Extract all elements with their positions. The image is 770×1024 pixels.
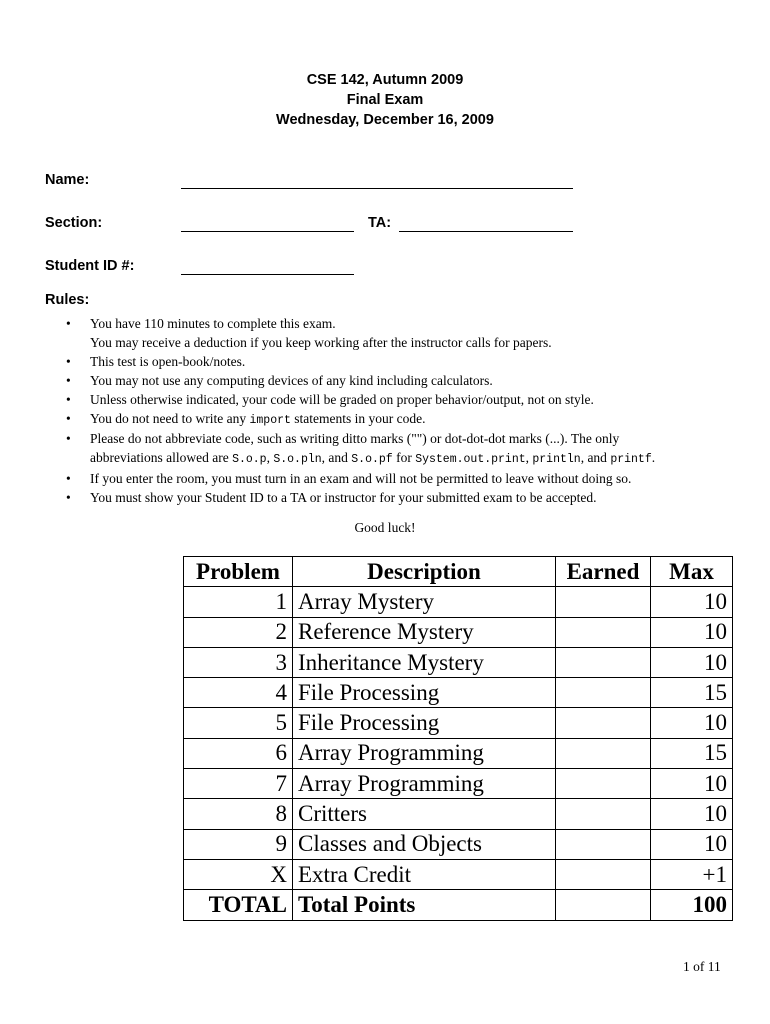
bullet-icon: • (66, 353, 71, 369)
code-sop: S.o.p (232, 453, 267, 467)
student-id-blank[interactable] (181, 274, 354, 275)
table-row (184, 769, 733, 799)
code-sopf: S.o.pf (351, 453, 393, 467)
rule-item (62, 315, 742, 353)
problem-cell: 6 (184, 738, 293, 768)
bullet-icon: • (66, 410, 71, 426)
rule-text: You have 110 minutes to complete this exam. (90, 316, 336, 331)
rule-text: This test is open-book/notes. (90, 353, 246, 369)
problem-cell: 9 (184, 829, 293, 859)
problem-cell: X (184, 859, 293, 889)
description-cell: File Processing (293, 678, 556, 708)
rule-item (62, 430, 742, 470)
table-row (184, 587, 733, 617)
table-row (184, 617, 733, 647)
total-max-cell: 100 (651, 890, 733, 920)
total-earned-cell[interactable] (556, 890, 651, 920)
col-header-problem: Problem (184, 557, 293, 587)
rule-item (62, 470, 742, 489)
table-row (184, 738, 733, 768)
description-cell: File Processing (293, 708, 556, 738)
earned-cell[interactable] (556, 738, 651, 768)
max-cell: 10 (651, 617, 733, 647)
ta-label: TA: (368, 215, 392, 231)
problem-cell: 2 (184, 617, 293, 647)
max-cell: 15 (651, 678, 733, 708)
earned-cell[interactable] (556, 678, 651, 708)
problem-cell: 1 (184, 587, 293, 617)
text-part: , and (580, 450, 611, 466)
table-row (184, 829, 733, 859)
total-description-cell: Total Points (293, 890, 556, 920)
problem-cell: 5 (184, 708, 293, 738)
code-system-out-print: System.out.print (415, 453, 526, 467)
max-cell: 15 (651, 738, 733, 768)
table-row (184, 708, 733, 738)
table-row (184, 647, 733, 677)
section-label: Section: (45, 215, 103, 231)
rule-item (62, 489, 742, 508)
total-label-cell: TOTAL (184, 890, 293, 920)
page-number: 1 of 11 (683, 959, 721, 974)
earned-cell[interactable] (556, 647, 651, 677)
description-cell: Reference Mystery (293, 617, 556, 647)
table-row (184, 678, 733, 708)
description-cell: Classes and Objects (293, 829, 556, 859)
table-row (184, 859, 733, 889)
rules-title: Rules: (45, 292, 90, 308)
code-import: import (249, 413, 291, 427)
rule-item (62, 391, 742, 410)
earned-cell[interactable] (556, 829, 651, 859)
text-part: , and (321, 450, 352, 466)
bullet-icon: • (66, 372, 71, 388)
earned-cell[interactable] (556, 708, 651, 738)
bullet-icon: • (66, 431, 71, 447)
col-header-max: Max (651, 557, 733, 587)
text-part: for (392, 450, 416, 466)
max-cell: 10 (651, 829, 733, 859)
student-id-label: Student ID #: (45, 258, 135, 274)
description-cell: Extra Credit (293, 859, 556, 889)
rule-item (62, 410, 742, 431)
rule-text: You may not use any computing devices of any kind including calculators. (90, 372, 493, 388)
bullet-icon: • (66, 316, 71, 331)
ta-blank[interactable] (399, 231, 573, 232)
bullet-icon: • (66, 471, 71, 487)
rule-item (62, 372, 742, 391)
section-blank[interactable] (181, 231, 354, 232)
problem-cell: 8 (184, 799, 293, 829)
col-header-earned: Earned (556, 557, 651, 587)
code-println: println (532, 453, 581, 467)
rule-continuation (90, 449, 742, 470)
text-part: . (651, 450, 656, 466)
rule-text: You do not need to write any (90, 410, 250, 426)
description-cell: Array Mystery (293, 587, 556, 617)
max-cell: +1 (651, 859, 733, 889)
description-cell: Array Programming (293, 738, 556, 768)
problem-cell: 7 (184, 769, 293, 799)
exam-header (0, 70, 770, 130)
exam-title: Final Exam (346, 92, 424, 108)
text-part: , (525, 450, 533, 466)
name-label: Name: (45, 172, 90, 188)
col-header-description: Description (293, 557, 556, 587)
bullet-icon: • (66, 490, 71, 506)
max-cell: 10 (651, 587, 733, 617)
rule-text: You must show your Student ID to a TA or instructor for your submitted exam to be accepted. (90, 490, 597, 506)
earned-cell[interactable] (556, 587, 651, 617)
description-cell: Critters (293, 799, 556, 829)
earned-cell[interactable] (556, 769, 651, 799)
rule-item (62, 353, 742, 372)
rule-text: Please do not abbreviate code, such as writing ditto marks ("") or dot-dot-dot marks (...). The only (90, 431, 620, 447)
score-table (183, 556, 733, 921)
max-cell: 10 (651, 708, 733, 738)
bullet-icon: • (66, 391, 71, 407)
good-luck-label: Good luck! (354, 520, 416, 535)
good-luck-text (0, 520, 770, 536)
earned-cell[interactable] (556, 617, 651, 647)
description-cell: Array Programming (293, 769, 556, 799)
problem-cell: 4 (184, 678, 293, 708)
max-cell: 10 (651, 799, 733, 829)
table-header-row (184, 557, 733, 587)
earned-cell[interactable] (556, 859, 651, 889)
code-sopln: S.o.pln (273, 453, 322, 467)
rules-list (62, 315, 742, 508)
rule-continuation: You may receive a deduction if you keep working after the instructor calls for papers. (90, 334, 552, 350)
exam-date: Wednesday, December 16, 2009 (276, 112, 494, 128)
description-cell: Inheritance Mystery (293, 647, 556, 677)
name-blank[interactable] (181, 188, 573, 189)
problem-cell: 3 (184, 647, 293, 677)
earned-cell[interactable] (556, 799, 651, 829)
code-printf: printf (610, 453, 652, 467)
rule-text: statements in your code. (290, 410, 426, 426)
text-part: , (266, 450, 274, 466)
rule-text: Unless otherwise indicated, your code will be graded on proper behavior/output, not on style. (90, 391, 594, 407)
table-row (184, 799, 733, 829)
text-part: abbreviations allowed are (90, 450, 233, 466)
rule-text: If you enter the room, you must turn in an exam and will not be permitted to leave without doing so. (90, 471, 632, 487)
total-row (184, 890, 733, 920)
max-cell: 10 (651, 769, 733, 799)
course-title: CSE 142, Autumn 2009 (306, 72, 464, 88)
max-cell: 10 (651, 647, 733, 677)
